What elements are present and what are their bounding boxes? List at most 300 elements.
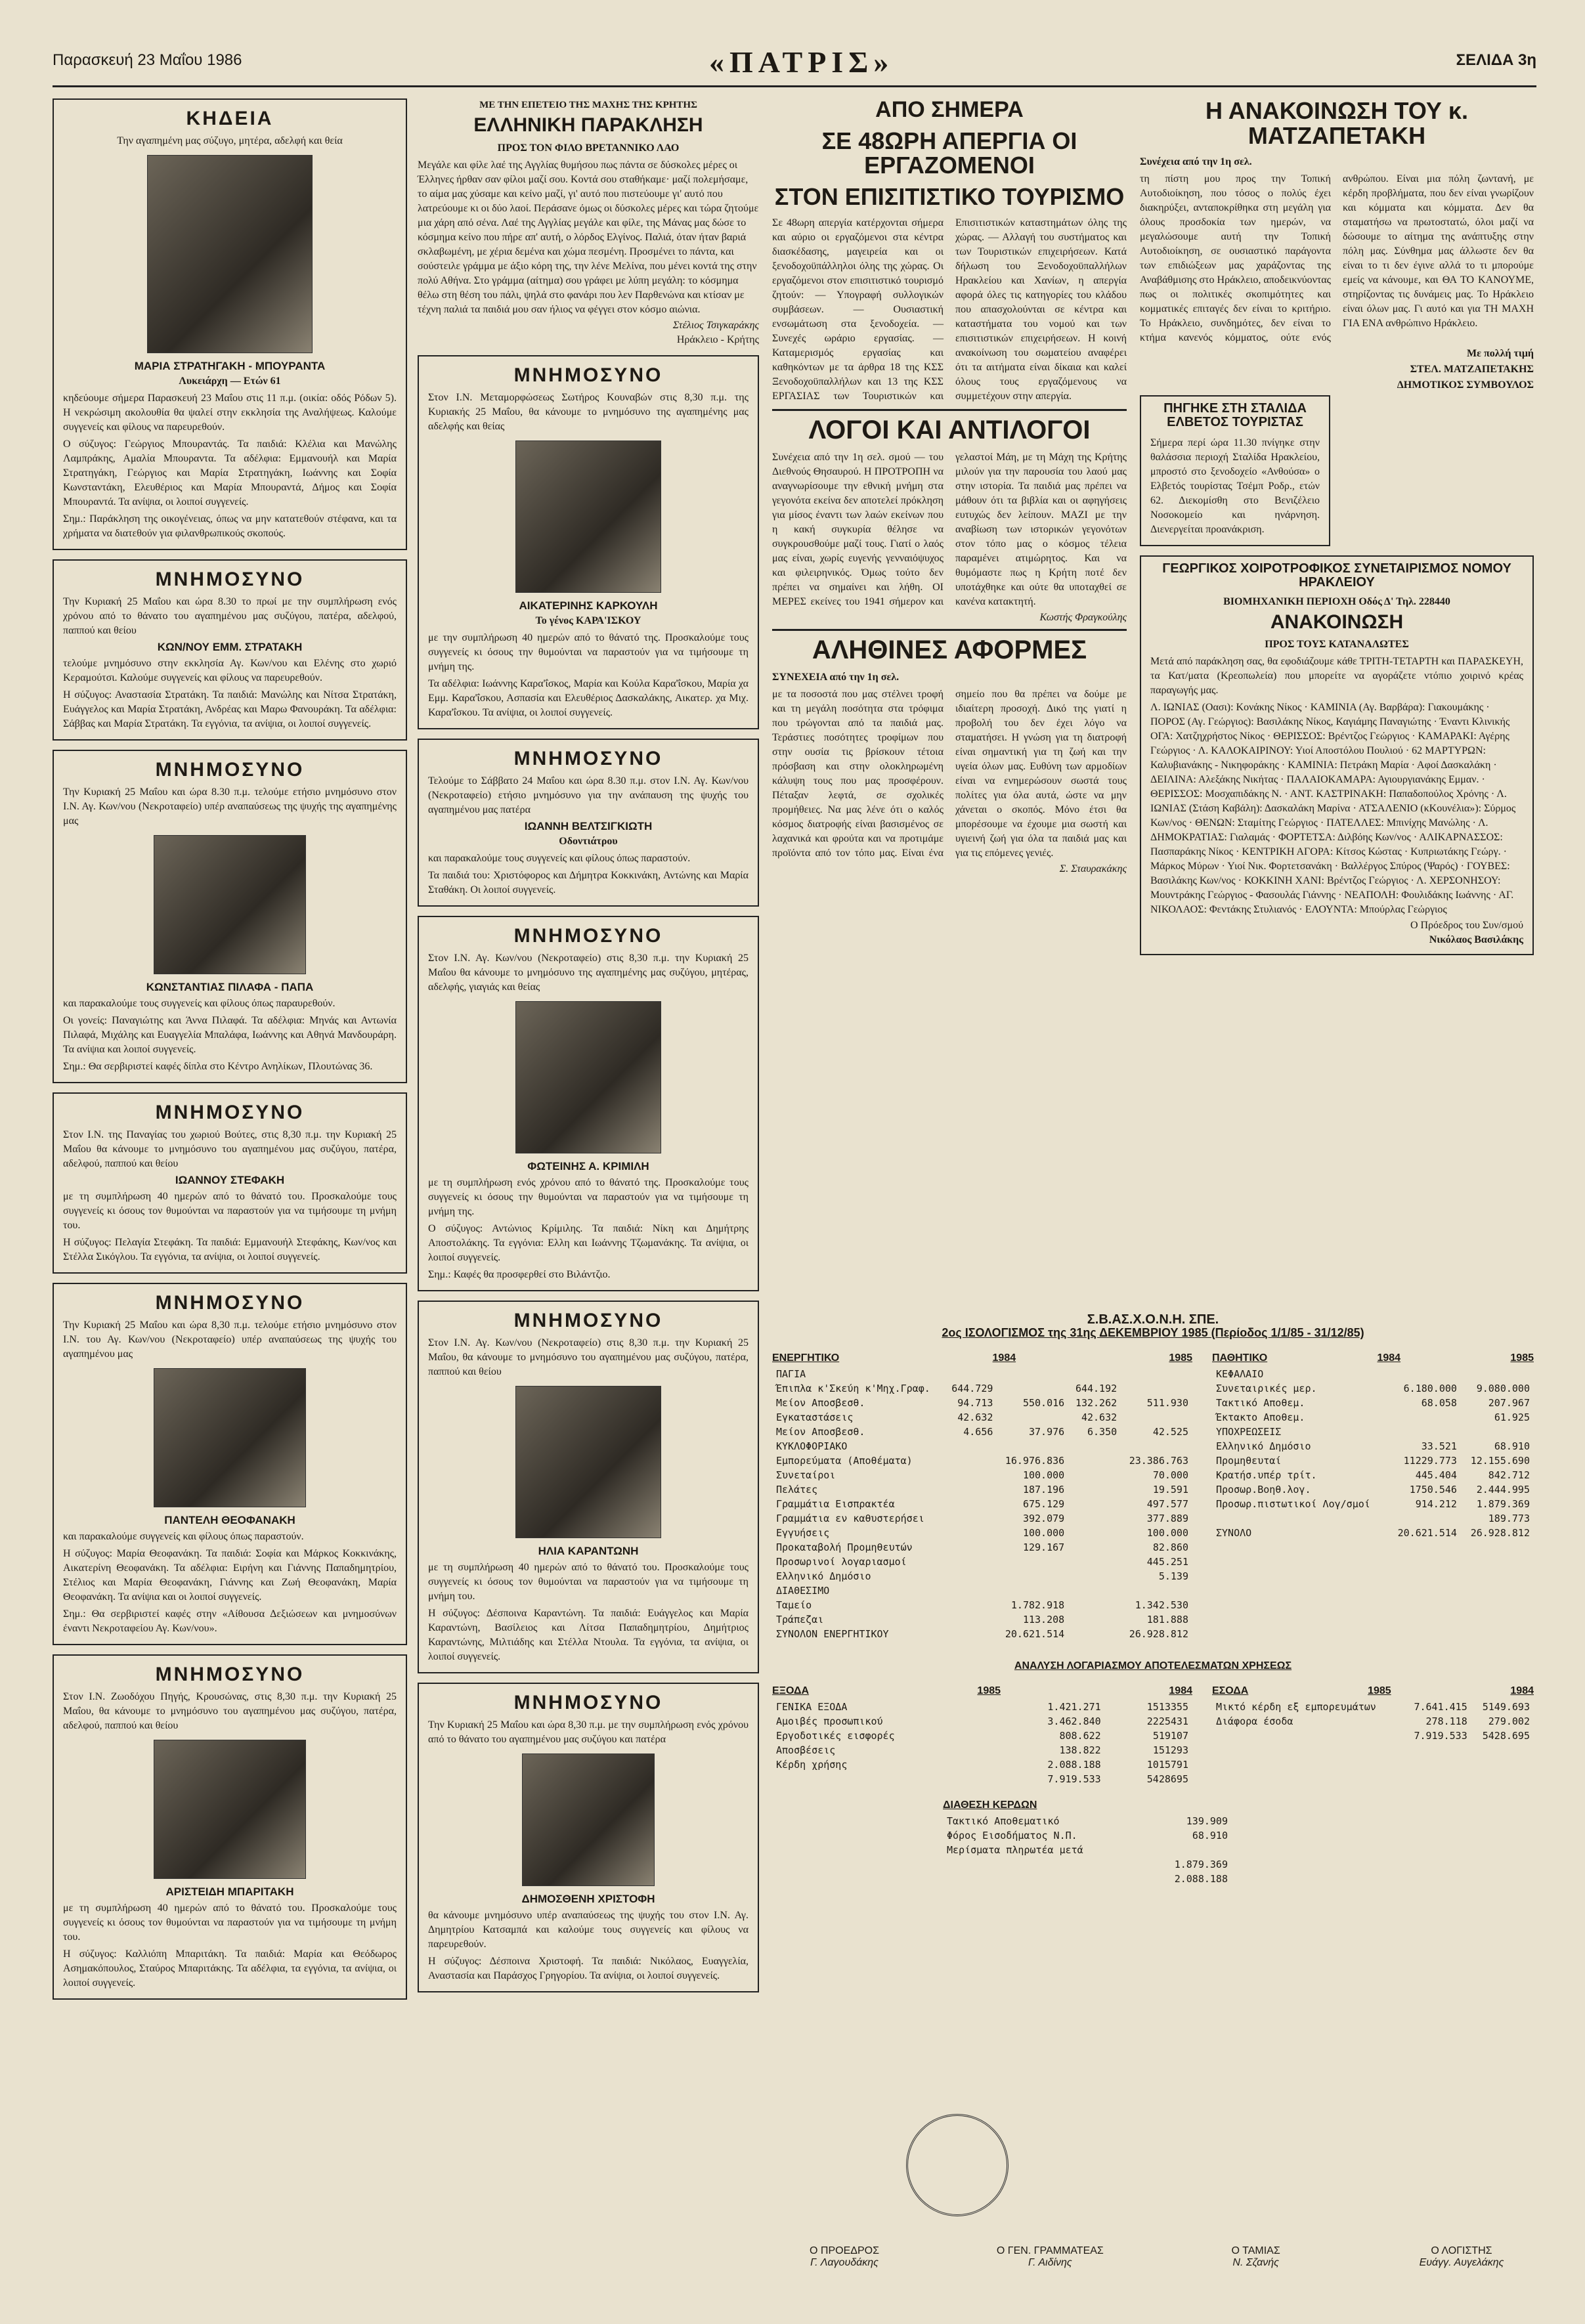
row-value: [1121, 1410, 1192, 1425]
row-label: Αμοιβές προσωπικού: [776, 1715, 883, 1727]
portrait-photo: [515, 1386, 661, 1538]
row-label: Προσωρ.πιστωτικοί Λογ/σμοί: [1216, 1497, 1370, 1510]
row-label: Γραμμάτια Εισπρακτέα: [776, 1497, 895, 1510]
row-value: 132.262: [1075, 1396, 1118, 1409]
deceased-name: ΗΛΙΑ ΚΑΡΑΝΤΩΝΗ: [538, 1544, 639, 1557]
notice-title: ΜΝΗΜΟΣΥΝΟ: [513, 747, 663, 769]
row-value: 42.632: [957, 1411, 993, 1423]
signer: [978, 2245, 1122, 2269]
row-label: Γραμμάτια εν καθυστερήσει: [776, 1512, 924, 1524]
notice-body: και παρακαλούμε τους συγγενείς και φίλους όπως παραυρεθούν.: [63, 998, 336, 1009]
row-label: Προκαταβολή Προμηθευτών: [776, 1541, 913, 1553]
table-row: [772, 1729, 1192, 1743]
table-row: [772, 1497, 1192, 1511]
row-value: 5149.693: [1482, 1700, 1530, 1713]
row-value: 278.118: [1425, 1715, 1467, 1727]
row-value: 842.712: [1488, 1469, 1530, 1481]
year-1985: 1985: [1510, 1352, 1534, 1364]
row-value: [944, 1612, 997, 1627]
announcement-body: Μετά από παράκληση σας, θα εφοδιάζουμε κάθε ΤΡΙΤΗ-ΤΕΤΑΡΤΗ και ΠΑΡΑΣΚΕΥΗ, τα Κατ/ματα (Κρεοπωλεία) που μπορείτε να αγοράζετε ντόπιο χοιρινό κρέας παραγωγής μας.: [1150, 656, 1523, 697]
row-label: Εγγυήσεις: [776, 1526, 830, 1539]
portrait-photo: [522, 1754, 655, 1886]
memorial-notice: [53, 750, 407, 1083]
row-value: 1.782.918: [1010, 1599, 1065, 1611]
row-value: 675.129: [1022, 1497, 1065, 1510]
article-headline: ΠΗΓΗΚΕ ΣΤΗ ΣΤΑΛΙΔΑ ΕΛΒΕΤΟΣ ΤΟΥΡΙΣΤΑΣ: [1163, 400, 1307, 429]
signature-name: ΣΤΕΛ. ΜΑΤΖΑΠΕΤΑΚΗΣ: [1410, 363, 1534, 375]
row-label: ΥΠΟΧΡΕΩΣΕΙΣ: [1216, 1425, 1282, 1438]
news-brief: [1140, 395, 1330, 546]
table-row: [943, 1857, 1232, 1872]
notice-family: Η σύζυγος: Δέσποινα Καραντώνη. Τα παιδιά: Ευάγγελος και Μαρία Καραντώνη, Βασίλειος και Λίτσα Παπαδημητρίου, Δημήτριος Καραντώνης, Μιλτιάδης και Στέλλα Ντουλα. Τα εγγόνια, τα ανίψια, οι λοιποί συγγενείς.: [428, 1607, 749, 1662]
coop-announcement: [1140, 555, 1534, 956]
row-value: [1068, 1453, 1121, 1468]
row-label: [1212, 1729, 1402, 1743]
notice-family: Η σύζυγος: Μαρία Θεοφανάκη. Τα παιδιά: Σοφία και Μάρκος Κοκκινάκης, Αικατερίνη Θεοφανάκη. Τα αδέλφια: Ειρήνη και Γιάννης Παπαδημητρίου, Στέλιος και Μαρία Θεοφανάκη, Γιάννης και Ζωή Θεοφανάκη, Μαρία Θεοφανάκη. Τα ανίψια και οι λοιποί συγγενείς.: [63, 1548, 397, 1603]
notice-family: Τα παιδιά του: Χριστόφορος και Δήμητρα Κοκκινάκη, Αντώνης και Μαρία Σταθάκη. Οι λοιποί συγγενείς.: [428, 869, 749, 895]
row-value: 20.621.514: [1005, 1627, 1065, 1640]
row-value: [1461, 1367, 1534, 1381]
row-label: Τακτικό Αποθεματικό: [947, 1815, 1060, 1827]
column-4: [1140, 98, 1534, 964]
row-value: 392.079: [1022, 1512, 1065, 1524]
row-value: 2.088.188: [1174, 1872, 1228, 1885]
row-label: ΣΥΝΟΛΟ: [1216, 1526, 1252, 1539]
row-value: 100.000: [1022, 1526, 1065, 1539]
table-row: [772, 1381, 1192, 1396]
table-row: [1212, 1729, 1534, 1743]
signer-role: Ο ΓΕΝ. ΓΡΑΜΜΑΤΕΑΣ: [996, 2245, 1104, 2256]
signature-line: Ο Πρόεδρος του Συν/σμού: [1410, 920, 1523, 932]
notice-family: Η σύζυγος: Δέσποινα Χριστοφή. Τα παιδιά: Νικόλαος, Ευαγγελία, Αναστασία και Παράσχος Γρηγορίου. Τα ανίψια, οι λοιποί συγγενείς.: [428, 1955, 749, 1981]
table-row: [772, 1757, 1192, 1772]
notice-intro: Την αγαπημένη μας σύζυγο, μητέρα, αδελφή και θεία: [117, 135, 343, 146]
strike-article: [772, 98, 1127, 404]
table-row: [772, 1410, 1192, 1425]
row-value: 5.139: [1158, 1570, 1188, 1582]
year-1984: 1984: [1377, 1352, 1401, 1364]
table-row: [1212, 1367, 1534, 1381]
row-value: [1068, 1583, 1121, 1598]
table-row: [772, 1526, 1192, 1540]
row-value: [1068, 1612, 1121, 1627]
row-value: [1068, 1468, 1121, 1482]
article-headline: ΣΕ 48ΩΡΗ ΑΠΕΡΓΙΑ ΟΙ ΕΡΓΑΖΟΜΕΝΟΙ: [821, 127, 1077, 179]
notice-body: Την Κυριακή 25 Μαΐου και ώρα 8.30 π.μ. τελούμε ετήσιο μνημόσυνο στον Ι.Ν. Αγ. Κων/νου (Νεκροταφείο) υπέρ αναπαύσεως της ψυχής της αγαπημένης μας: [63, 786, 397, 827]
org-name: ΓΕΩΡΓΙΚΟΣ ΧΟΙΡΟΤΡΟΦΙΚΟΣ ΣΥΝΕΤΑΙΡΙΣΜΟΣ ΝΟΜΟΥ ΗΡΑΚΛΕΙΟΥ: [1162, 561, 1511, 590]
table-row: [1212, 1482, 1534, 1497]
notice-title: ΜΝΗΜΟΣΥΝΟ: [155, 1664, 305, 1685]
portrait-photo: [154, 1368, 306, 1507]
notice-body: τελούμε μνημόσυνο στην εκκλησία Αγ. Κων/νου και Ελένης στο χωριό Κεραμούτσι. Καλούμε συγγενείς και φίλους να παρευρεθούν.: [63, 658, 397, 683]
liabilities-table: [1212, 1367, 1534, 1540]
row-value: 808.622: [1059, 1729, 1101, 1742]
table-row: [772, 1627, 1192, 1641]
notice-family: Η σύζυγος: Αναστασία Στρατάκη. Τα παιδιά: Μανώλης και Νίτσα Στρατάκη, Ευάγγελος και Μαρία Στρατάκη, Ανδρέας και Μαρω Φανουράκη. Τα αδέλφια: Σάββας και Μαρία Στρατάκη. Τα εγγόνια, τα ανίψια, οι λοιποί συγγενείς.: [63, 689, 397, 729]
row-value: [944, 1627, 997, 1641]
notice-body: με τη συμπλήρωση 40 ημερών από το θάνατό του. Προσκαλούμε τους συγγενείς κι όσους τον θυμούνται να παραστούν για να τιμήσουμε τη μνήμη του.: [428, 1561, 749, 1602]
row-label: Έκτακτο Αποθεμ.: [1216, 1411, 1305, 1423]
article-lead: Συνέχεια από την 1η σελ.: [1140, 156, 1252, 167]
table-row: [772, 1468, 1192, 1482]
statement-article: [1140, 98, 1534, 391]
deceased-name: ΙΩΑΝΝΟΥ ΣΤΕΦΑΚΗ: [175, 1174, 285, 1186]
row-value: [1068, 1627, 1121, 1641]
official-stamp: [906, 2114, 1009, 2216]
notice-family: Ο σύζυγος: Γεώργιος Μπουραντάς. Τα παιδιά: Κλέλια και Μανώλης Λαμπράκης, Αμαλία Μπουραντα. Τα αδέλφια: Εμμανουήλ και Μαρία Στρατηγάκη, Γεώργιος και Μαρία Στρατηγάκη, Ιωάννης και Σοφία Κωνσταντάκη, Ελευθέριος και Μαρία Μπουραντά, Δήμος και Σοφία Μπουραντά. Τα ανίψια, οι λοιποί συγγενείς.: [63, 439, 397, 507]
income-section: [1212, 1679, 1534, 1786]
memorial-notice: [53, 1654, 407, 2000]
article-headline: ΑΛΗΘΙΝΕΣ ΑΦΟΡΜΕΣ: [812, 635, 1087, 665]
table-row: [772, 1453, 1192, 1468]
row-value: 23.386.763: [1129, 1454, 1188, 1467]
notice-body: Στον Ι.Ν. Αγ. Κων/νου (Νεκροταφείο) στις 8,30 π.μ. την Κυριακή 25 Μαΐου θα κάνουμε το μνημόσυνο της αγαπημένης μας συζύγου, μητέρας, αδελφής, γιαγιάς και θείας: [428, 952, 749, 993]
memorial-notice: [418, 739, 759, 907]
table-row: [943, 1814, 1232, 1828]
row-label: Προμηθευταί: [1216, 1454, 1282, 1467]
signer-name: Ν. Σζανής: [1232, 2257, 1279, 2268]
org-address: ΒΙΟΜΗΧΑΝΙΚΗ ΠΕΡΙΟΧΗ Οδός Δ' Τηλ. 228440: [1223, 595, 1450, 607]
row-label: ΓΕΝΙΚΑ ΕΞΟΔΑ: [776, 1700, 848, 1713]
row-label: [772, 1772, 996, 1786]
row-label: Συνεταίροι: [776, 1469, 836, 1481]
table-row: [772, 1772, 1192, 1786]
row-value: 129.167: [1022, 1541, 1065, 1553]
row-value: 19.591: [1152, 1483, 1188, 1496]
signature-name: Νικόλαος Βασιλάκης: [1429, 934, 1523, 946]
signer-role: Ο ΛΟΓΙΣΤΗΣ: [1431, 2245, 1492, 2256]
article-subhead: ΠΡΟΣ ΤΟΝ ΦΙΛΟ ΒΡΕΤΑΝΝΙΚΟ ΛΑΟ: [497, 142, 680, 154]
row-value: [1388, 1511, 1461, 1526]
deceased-maiden-name: Το γένος ΚΑΡΑ'ΙΣΚΟΥ: [535, 614, 641, 626]
notice-title: ΚΗΔΕΙΑ: [186, 108, 274, 129]
row-value: 207.967: [1488, 1396, 1530, 1409]
poem-text: Μεγάλε και φίλε λαέ της Αγγλίας θυμήσου πως πάντα σε δύσκολες μέρες οι Έλληνες ήρθαν σαν φίλοι μαζί σου. Κοντά σου σταθήκαμε· μαζί πολεμήσαμε, το αίμα μας χύσαμε και κείνο μαζί, γι' αυτό που πιστεύουμε γι' αυτό που λατρεύουμε κι οι δύο λαοί. Περάσανε όμως οι δύσκολες μέρες και τώρα ζητούμε μια χάρη από σένα. Λαέ της Αγγλίας μεγάλε και φίλε, της Μάνας μας δώσε το κόσμημα κείνο που πήρε απ' αυτή, ο λόρδος Ελγίνος. Παλιά, όταν ήταν βαριά σκλαβωμένη, με χέρια δεμένα και χώμα πεσμένη. Προσμένει το πάντα, και σούστειλε γράμμα με άξιο κόρη της, την λένε Μελίνα, που μένει κοντά της στην πολύ Αθήνα. Στο γράμμα (αίτημα) σου γράφει με λύπη μεγάλη: το κόσμημα θέλω στη θέση του πάλι, ψηλά στο φανάρι που λεν Παρθενώνα και κτίσαν με τέχνη παλιά τα παιδιά μου σαν ήλιος να φέγγει στον κόσμο αιώνια.: [418, 159, 759, 315]
signer-name: Γ. Αιδίνης: [1028, 2257, 1072, 2268]
notice-body: Την Κυριακή 25 Μαΐου και ώρα 8,30 π.μ. τελούμε ετήσιο μνημόσυνο στον Ι.Ν. του Αγ. Κων/νου (Νεκροταφείο) υπέρ αναπαύσεως της ψυχής του αγαπημένου μας: [63, 1320, 397, 1360]
notice-family: Οι γονείς: Παναγιώτης και Άννα Πιλαφά. Τα αδέλφια: Μηνάς και Αντωνία Πιλαφά, Μιχάλης και Ευαγγελία Μπαλάφα, Ιωάννης και Αθηνά Μανδουράρη. Τα ανίψια και λοιποί συγγενείς.: [63, 1015, 397, 1055]
memorial-notice: [53, 1092, 407, 1274]
row-label: Μείον Αποσβεσθ.: [776, 1425, 865, 1438]
row-label: [1212, 1511, 1388, 1526]
row-value: [944, 1439, 997, 1453]
portrait-photo: [147, 155, 313, 353]
article-author: Κωστής Φραγκούλης: [1039, 612, 1127, 624]
row-value: 68.910: [1192, 1829, 1228, 1841]
table-row: [772, 1511, 1192, 1526]
row-value: 2225431: [1146, 1715, 1188, 1727]
row-value: [997, 1367, 1068, 1381]
row-label: Τακτικό Αποθεμ.: [1216, 1396, 1305, 1409]
article-headline: ΛΟΓΟΙ ΚΑΙ ΑΝΤΙΛΟΓΟΙ: [808, 416, 1091, 445]
distribution-title: ΔΙΑΘΕΣΗ ΚΕΡΔΩΝ: [943, 1799, 1037, 1811]
row-value: 100.000: [1146, 1526, 1188, 1539]
notice-body: θα κάνουμε μνημόσυνο υπέρ αναπαύσεως της ψυχής του στον Ι.Ν. Αγ. Δημητρίου Κατσαμπά και καλούμε τους συγγενείς και φίλους να παρευρεθούν.: [428, 1909, 749, 1950]
row-label: [943, 1872, 1146, 1886]
article-author: Στέλιος Τσιγκαράκης: [672, 319, 759, 331]
table-row: [772, 1540, 1192, 1555]
table-row: [772, 1396, 1192, 1410]
row-value: 2.088.188: [1047, 1758, 1101, 1771]
liabilities-section: [1212, 1346, 1534, 1641]
article-body: Σήμερα περί ώρα 11.30 πνίγηκε στην θαλάσσια περιοχή Σταλίδα Ηρακλείου, μπροστό στο ξενοδοχείο «Ανθούσα» ο Ελβετός τουρίστας Τσέμπ Ροδρ., ετών 62. Διεκομίσθη στο Βενιζέλειο Νοσοκομείο και ηνάρνηση. Διενεργείται προανάκριση.: [1150, 437, 1320, 535]
row-label: Προσωρ.Βοηθ.λογ.: [1216, 1483, 1311, 1496]
memorial-notice: [418, 1683, 759, 1992]
row-value: 94.713: [957, 1396, 993, 1409]
article-subhead: ΣΤΟΝ ΕΠΙΣΙΤΙΣΤΙΚΟ ΤΟΥΡΙΣΜΟ: [774, 183, 1125, 211]
row-value: 12.155.690: [1470, 1454, 1530, 1467]
row-label: ΚΕΦΑΛΑΙΟ: [1216, 1367, 1264, 1380]
table-row: [1212, 1497, 1534, 1511]
row-label: ΚΥΚΛΟΦΟΡΙΑΚΟ: [776, 1440, 848, 1452]
expenses-section: [772, 1679, 1192, 1786]
table-row: [1212, 1700, 1534, 1714]
row-value: 61.925: [1494, 1411, 1530, 1423]
notice-body: με τη συμπλήρωση 40 ημερών από το θάνατό του. Προσκαλούμε τους συγγενείς κι όσους τον θυμούνται να παραστούν για να τιμήσουμε τη μνήμη του.: [63, 1903, 397, 1943]
announcement-subtitle: ΠΡΟΣ ΤΟΥΣ ΚΑΤΑΝΑΛΩΤΕΣ: [1265, 639, 1409, 651]
row-value: [944, 1453, 997, 1468]
row-label: Ελληνικό Δημόσιο: [776, 1570, 871, 1582]
income-table: [1212, 1700, 1534, 1743]
row-value: 377.889: [1146, 1512, 1188, 1524]
column-2: [418, 98, 759, 2002]
article-body: Συνέχεια από την 1η σελ. σμού — του Διεθνούς Θησαυρού. Η ΠΡΟΤΡΟΠΗ να αναγνωρίσουμε την εθνική μνήμη στα γεγονότα εκείνα δεν αποτελεί πρόκληση για μίσος έναντι των λαών εκείνων που η κακή συγκυρία θέλησε να συγκρουσθούμε μαζί τους. Γιατί ο λαός μας είναι, χωρίς ευγενής γενναιόψυχος και φιλειρηνικός. Όμως τούτο δεν πρέπει να σημαίνει και λήθη. ΟΙ ΜΕΡΕΣ εκείνες του 1941 σήμερον και γελαστοί Μάη, με τη Μάχη της Κρήτης μιλούν για την παρουσία του λαού μας στην ιστορία. Τα παιδιά μας πρέπει να μάθουν ότι τα βιβλία και οι αφηγήσεις ευτυχώς δεν λείπουν. ΜΑΖΙ με την αναβίωση των ιστορικών γεγονότων στον τόπο μας ο κόσμος τέλεια παραμένει ατιμώρητος. Και να θυμόμαστε πως η Κρήτη ποτέ δεν υποτάχθηκε και ούτε θα υποταχθεί σε κανένα κατακτητή.: [772, 452, 1127, 608]
portrait-photo: [515, 1001, 661, 1153]
article-body: με τα ποσοστά που μας στέλνει τροφή και τη μεγάλη ποσότητα στα τρόφιμα που τρώγονται από τα παιδιά μας. Τεράστιες ποσότητες τροφίμων που στην ουσία τις βρίσκουν τέτοια πρόσβαση και στην ολοκληρωμένη κάλυψη τους που μας προσφέρουν. Πέταξαν λεφτά, σε σχολικές προμήθειες. Να μας λένε ότι ο καλός κόσμος διατροφής είναι βασισμένος σε λαχανικά και φρούτα και να προτιμάμε προϊόντα από τον τόπο μας. Είναι ένα σημείο που θα πρέπει να δούμε με ιδιαίτερη προσοχή. Δικό της γιατί η προβολή του δεν έχει λόγο να σταματήσει. Η γνώση για τη διατροφή είναι σημαντική για τη ζωή και την υγεία όλων μας. Ευθύνη των αρμοδίων είναι να ενημερώσουν σωστά τους πολίτες για όλα αυτά, ώστε να μην χάνεται ο σκοπός. Μόνο έτσι θα μπορέσουμε να έχουμε μια σωστή και υγιεινή ζωή για όλα τα παιδιά μας και για τις επόμενες γενιές.: [772, 689, 1127, 859]
row-label: Μείον Αποσβεσθ.: [776, 1396, 865, 1409]
notice-body: με τη συμπλήρωση ενός χρόνου από το θάνατό της. Προσκαλούμε τους συγγενείς κι όσους την θυμούνται να παραστούν για να τιμήσουμε τη μνήμη της.: [428, 1176, 749, 1217]
article-headline: ΕΛΛΗΝΙΚΗ ΠΑΡΑΚΛΗΣΗ: [473, 114, 703, 136]
distribution-table: [943, 1814, 1232, 1886]
table-row: [943, 1872, 1232, 1886]
row-value: [1068, 1598, 1121, 1612]
notice-body: με την συμπλήρωση 40 ημερών από το θάνατό της. Προσκαλούμε τους συγγενείς κι όσους την θυμούνται να παραστούν για να τιμήσουμε τη μνήμη της.: [428, 632, 749, 672]
row-value: 1.879.369: [1174, 1858, 1228, 1870]
row-label: Μερίσματα πληρωτέα μετά: [947, 1843, 1083, 1856]
results-title: ΑΝΑΛΥΣΗ ΛΟΓΑΡΙΑΣΜΟΥ ΑΠΟΤΕΛΕΣΜΑΤΩΝ ΧΡΗΣΕΩΣ: [1014, 1660, 1292, 1671]
income-title: ΕΣΟΔΑ: [1212, 1685, 1249, 1696]
row-label: ΣΥΝΟΛΟΝ ΕΝΕΡΓΗΤΙΚΟΥ: [776, 1627, 889, 1640]
row-value: 644.729: [951, 1382, 993, 1394]
table-row: [1212, 1714, 1534, 1729]
row-value: 26.928.812: [1129, 1627, 1188, 1640]
row-value: 3.462.840: [1047, 1715, 1101, 1727]
signer-name: Γ. Λαγουδάκης: [810, 2257, 879, 2268]
memorial-notice: [418, 355, 759, 729]
row-value: 113.208: [1022, 1613, 1065, 1625]
row-value: 187.196: [1022, 1483, 1065, 1496]
row-label: Κέρδη χρήσης: [776, 1758, 848, 1771]
liabilities-title: ΠΑΘΗΤΙΚΟ: [1212, 1352, 1268, 1364]
notice-body: με τη συμπλήρωση 40 ημερών από το θάνατό του. Προσκαλούμε τους συγγενείς κι όσους τον θυμούνται να παραστούν για να τιμήσουμε τη μνήμη του.: [63, 1191, 397, 1231]
table-row: [772, 1583, 1192, 1598]
row-value: 26.928.812: [1470, 1526, 1530, 1539]
row-label: ΠΑΓΙΑ: [776, 1367, 806, 1380]
row-value: [1068, 1497, 1121, 1511]
signer: [1184, 2245, 1328, 2269]
row-value: 181.888: [1146, 1613, 1188, 1625]
deceased-name: ΚΩΝ/ΝΟΥ ΕΜΜ. ΣΤΡΑΤΑΚΗ: [157, 641, 303, 653]
row-value: [997, 1410, 1068, 1425]
table-row: [943, 1843, 1232, 1857]
notice-body: και παρακαλούμε συγγενείς και φίλους όπως παραστούν.: [63, 1531, 304, 1542]
row-label: Εγκαταστάσεις: [776, 1411, 854, 1423]
row-value: 100.000: [1022, 1469, 1065, 1481]
notice-note: Σημ.: Θα σερβιριστεί καφές δίπλα στο Κέντρο Ανηλίκων, Πλουτώνας 36.: [63, 1061, 373, 1072]
row-label: ΔΙΑΘΕΣΙΜΟ: [776, 1584, 830, 1597]
deceased-name: ΠΑΝΤΕΛΗ ΘΕΟΦΑΝΑΚΗ: [164, 1514, 295, 1526]
year-1984: 1984: [1510, 1685, 1534, 1696]
row-value: 9.080.000: [1476, 1382, 1530, 1394]
year-1984: 1984: [992, 1352, 1016, 1364]
row-value: 279.002: [1488, 1715, 1530, 1727]
row-label: Ταμείο: [776, 1599, 812, 1611]
row-value: [1068, 1482, 1121, 1497]
row-value: [944, 1598, 997, 1612]
article-place: Ηράκλειο - Κρήτης: [676, 334, 759, 345]
row-value: [1068, 1540, 1121, 1555]
row-value: [997, 1381, 1068, 1396]
expenses-table: [772, 1700, 1192, 1786]
article-headline: Η ΑΝΑΚΟΙΝΩΣΗ ΤΟΥ κ. ΜΑΤΖΑΠΕΤΑΚΗ: [1205, 97, 1468, 149]
row-label: Ελληνικό Δημόσιο: [1216, 1440, 1311, 1452]
table-row: [772, 1367, 1192, 1381]
assets-table: [772, 1367, 1192, 1641]
row-label: Εργοδοτικές εισφορές: [776, 1729, 895, 1742]
notice-title: ΜΝΗΜΟΣΥΝΟ: [513, 364, 663, 386]
deceased-name: ΜΑΡΙΑ ΣΤΡΑΤΗΓΑΚΗ - ΜΠΟΥΡΑΝΤΑ: [134, 360, 326, 372]
notice-note: Σημ.: Καφές θα προσφερθεί στο Βιλάντζιο.: [428, 1268, 611, 1280]
table-row: [943, 1828, 1232, 1843]
row-value: [1068, 1367, 1121, 1381]
notice-title: ΜΝΗΜΟΣΥΝΟ: [155, 759, 305, 781]
company-name: Σ.Β.ΑΣ.Χ.Ο.Ν.Η. ΣΠΕ.: [1087, 1312, 1219, 1327]
row-value: 1.421.271: [1047, 1700, 1101, 1713]
row-label: Έπιπλα κ'Σκεύη κ'Μηχ.Γραφ.: [776, 1382, 930, 1394]
row-label: Προσωρινοί λογαριασμοί: [776, 1555, 907, 1568]
article-body: τη πίστη μου προς την Τοπική Αυτοδιοίκηση, που τόσος ο πολύς έχει διακηρύξει, ανταποκρίθηκα στη μεγάλη για όλους προσδοκία των ημερών, να μεγαλώσουμε αυτή την Τοπική Αυτοδιοίκηση, σε ουσιαστικό παράγοντα των επιδιώξεων μας χαράζοντας της Αναβάθμισης στο Ηράκλειο, αποδεικνύοντας πως οι πολιτικές σκοπιμότητες και κομματικές επιταγές δεν είναι το κριτήριο. Το Ηράκλειο, συνδημότες, δεν είναι το κτήμα κανενός κόμματος, ούτε ενός ανθρώπου. Είναι μια πόλη ζωντανή, με κέρδη προβλήματα, που δεν είναι γνωρίζουν και κόμματα και κόμματα. Δεν θα σταματήσω να πρωτοστατώ, όλοι μαζί να δώσουμε το αίτημα της ανάπτυξης στην πόλη μας. Σύνθημα μας άλλωστε δεν θα είναι το τι δεν έγινε αλλά το τι μπορούμε εμείς να κάνουμε, και ΘΑ ΤΟ ΚΑΝΟΥΜΕ, στηρίζοντας τις δυνάμεις μας. Το Ηράκλειο είναι όλων μας. Γι αυτό και για ΤΗ ΜΑΧΗ ΓΙΑ ΕΝΑ ανθρώπινο Ηράκλειο.: [1140, 173, 1534, 343]
row-value: 445.404: [1415, 1469, 1457, 1481]
row-value: 82.860: [1152, 1541, 1188, 1553]
notice-body: Στον Ι.Ν. Μεταμορφώσεως Σωτήρος Κουναβών στις 8,30 π.μ. της Κυριακής 25 Μαΐου, θα κάνουμε το μνημόσυνο της αγαπημένης μας αδελφής και θείας: [428, 391, 749, 432]
row-value: 20.621.514: [1397, 1526, 1457, 1539]
row-value: [1068, 1569, 1121, 1583]
row-value: 1513355: [1146, 1700, 1188, 1713]
row-label: Μικτό κέρδη εξ εμπορευμάτων: [1216, 1700, 1376, 1713]
row-label: Συνεταιρικές μερ.: [1216, 1382, 1317, 1394]
year-1985: 1985: [1368, 1685, 1391, 1696]
row-value: 68.910: [1494, 1440, 1530, 1452]
row-value: 5428695: [1146, 1773, 1188, 1785]
notice-family: Η σύζυγος: Καλλιόπη Μπαριτάκη. Τα παιδιά: Μαρία και Θεόδωρος Ασημακόπουλος, Σταύρος Μπαριτάκης. Τα αδέλφια, τα εγγόνια, τα ανίψια, οι λοιποί συγγενείς.: [63, 1948, 397, 1989]
row-value: 37.976: [1029, 1425, 1065, 1438]
row-value: 1015791: [1146, 1758, 1188, 1771]
row-value: 445.251: [1146, 1555, 1188, 1568]
row-value: [944, 1583, 997, 1598]
memorial-notice: [53, 559, 407, 741]
row-value: [1121, 1583, 1192, 1598]
notice-family: Τα αδέλφια: Ιωάννης Καρα'ΐσκος, Μαρία και Κούλα Καρα'ΐσκου, Μαρία χα Εμμ. Καρα'ΐσκου, Ασπασία και Ελευθέριος Δασκαλάκης, Αικατερ. χα Μιχ. Καρα'ΐσκου. Τα ανίψια, οι λοιποί συγγενείς.: [428, 678, 749, 718]
row-value: [1388, 1425, 1461, 1439]
deceased-name: ΦΩΤΕΙΝΗΣ Α. ΚΡΙΜΙΛΗ: [527, 1159, 649, 1173]
row-value: 138.822: [1059, 1744, 1101, 1756]
article-kicker: ΜΕ ΤΗΝ ΕΠΕΤΕΙΟ ΤΗΣ ΜΑΧΗΣ ΤΗΣ ΚΡΗΤΗΣ: [479, 100, 697, 110]
table-row: [772, 1612, 1192, 1627]
expenses-title: ΕΞΟΔΑ: [772, 1685, 810, 1696]
signature-line: Με πολλή τιμή: [1467, 347, 1534, 359]
row-value: 151293: [1152, 1744, 1188, 1756]
row-value: 5428.695: [1482, 1729, 1530, 1742]
signers-row: [772, 2245, 1534, 2269]
butcher-list: Λ. ΙΩΝΙΑΣ (Οασι): Κονάκης Νίκος · ΚΑΜΙΝΙΑ (Αγ. Βαρβάρα): Γιακουμάκης · ΠΟΡΟΣ (Αγ. Γεώργιος): Βασιλάκης Νίκος, Καγιάμης Παναγιώτης · Έναντι Κλινικής ΟΓΑ: Χατζηχρήστος Νίκος · ΘΕΡΙΣΣΟΣ: Βρέντζος Γεώργιος · ΚΑΜΑΡΑΚΙ: Αγέρης Γεώργιος · Λ. ΚΑΛΟΚΑΙΡΙΝΟΥ: Υιοί Αποστόλου Πουλιού · 62 ΜΑΡΤΥΡΩΝ: Καλυβιανάκης - Νικηφοράκης · ΚΑΜΙΝΙΑ: Πετράκη Μαρία · Αφοί Δασκαλάκη · ΔΕΙΛΙΝΑ: Αλεξάκης Νικήτας · ΠΑΛΑΙΟΚΑΜΑΡΑ: Αγιουργιανάκης Εμμαν. · ΘΕΡΙΣΣΟΣ: Μοσχαπιδάκης Ν. · ΑΝΤ. ΚΑΣΤΡΙΝΑΚΗ: Παπαδοπούλος Χρόνης · Λ. ΙΩΝΙΑΣ (Στάση Καβάλη): Δασκαλάκη Μαρίνα · ΑΤΣΑΛΕΝΙΟ (κΚουνέλια»): Σύρμος Κων/νος · ΘΕΝΩΝ: Σταμίτης Γεώργιος · ΠΑΤΕΛΛΕΣ: Μπινίχης Μανώλης · Λ. ΔΗΜΟΚΡΑΤΙΑΣ: Γιαλαμάς · ΦΟΡΤΕΤΣΑ: Διλβόης Κων/νος · ΑΛΙΚΑΡΝΑΣΣΟΣ: Πασπαράκης Νίκος · ΚΕΝΤΡΙΚΗ ΑΓΟΡΑ: Κίτσος Κώστας · Κυπριωτάκης Γεώργ. · Μάρκος Μύρων · Υιοί Νικ. Φορτετσανάκη · Βαλλέργος Σπύρος (Ψαρός) · ΓΟΥΒΕΣ: Βασιλάκης Κων/νος · ΚΟΚΚΙΝΗ ΧΑΝΙ: Βρέντζος Γεώργιος · Λ. ΧΕΡΣΟΝΗΣΟΥ: Μουντράκης Γεώργιος - Φασουλάς Γιάννης · ΝΕΑΠΟΛΗ: Φουλιδάκης Ιωάννης · ΑΓ. ΝΙΚΟΛΑΟΣ: Φεντάκης Στυλιανός · ΕΛΟΥΝΤΑ: Μπούρλας Γεώργιος: [1150, 702, 1516, 916]
table-row: [772, 1598, 1192, 1612]
notice-body: κηδεύουμε σήμερα Παρασκευή 23 Μαΐου στις 11 π.μ. (οικία: οδός Ρόδων 5). Η νεκρώσιμη ακολουθία θα ψαλεί στην εκκλησία της Αναλήψεως. Καλούμε συγγενείς και φίλους να παρευρεθούν.: [63, 393, 397, 433]
table-row: [772, 1700, 1192, 1714]
deceased-name: ΑΙΚΑΤΕΡΙΝΗΣ ΚΑΡΚΟΥΛΗ: [519, 599, 658, 612]
row-value: 1750.546: [1409, 1483, 1457, 1496]
deceased-title: Οδοντιάτρου: [559, 835, 618, 847]
announcement-title: ΑΝΑΚΟΙΝΩΣΗ: [1270, 611, 1404, 633]
row-value: 33.521: [1421, 1440, 1457, 1452]
row-value: [1068, 1439, 1121, 1453]
notice-title: ΜΝΗΜΟΣΥΝΟ: [155, 1292, 305, 1314]
table-row: [772, 1714, 1192, 1729]
row-value: [1068, 1555, 1121, 1569]
table-row: [772, 1439, 1192, 1453]
row-value: [1068, 1511, 1121, 1526]
notice-body: Στον Ι.Ν. της Παναγίας του χωριού Βούτες, στις 8,30 π.μ. την Κυριακή 25 Μαΐου θα κάνουμε το μνημόσυνο του αγαπημένου μας συζύγου, πατέρα, αδελφού, παππού και θείου: [63, 1129, 397, 1169]
table-row: [772, 1425, 1192, 1439]
deceased-name: ΔΗΜΟΣΘΕΝΗ ΧΡΙΣΤΟΦΗ: [521, 1892, 655, 1905]
year-1984: 1984: [1169, 1685, 1192, 1696]
row-value: [944, 1555, 997, 1569]
table-row: [1212, 1425, 1534, 1439]
table-row: [1212, 1526, 1534, 1540]
notice-note: Σημ.: Παράκληση της οικογένειας, όπως να μην κατατεθούν στέφανα, και τα χρήματα να διατεθούν για φιλανθρωπικούς σκοπούς.: [63, 513, 397, 539]
notice-body: Την Κυριακή 25 Μαΐου και ώρα 8,30 π.μ. με την συμπλήρωση ενός χρόνου από το θάνατο του αγαπημένου μας συζύγου και πατέρα: [428, 1719, 749, 1745]
row-value: [944, 1526, 997, 1540]
signature-title: ΔΗΜΟΤΙΚΟΣ ΣΥΜΒΟΥΛΟΣ: [1397, 379, 1534, 391]
row-value: [997, 1583, 1068, 1598]
row-value: 6.350: [1087, 1425, 1118, 1438]
masthead: [53, 39, 1536, 87]
signer-role: Ο ΠΡΟΕΔΡΟΣ: [810, 2245, 879, 2256]
newspaper-title: «ΠΑΤΡΙΣ»: [709, 45, 894, 79]
row-value: [1121, 1439, 1192, 1453]
row-value: 42.632: [1081, 1411, 1118, 1423]
table-row: [1212, 1511, 1534, 1526]
article-lead: ΣΥΝΕΧΕΙΑ από την 1η σελ.: [772, 672, 900, 683]
row-value: [1461, 1425, 1534, 1439]
row-value: [944, 1468, 997, 1482]
row-label: Διάφορα έσοδα: [1216, 1715, 1293, 1727]
article-body: Σε 48ωρη απεργία κατέρχονται σήμερα και αύριο οι εργαζόμενοι στα κέντρα διασκέδασης, μαγειρεία και οι ξενοδοχοϋπάλληλοι όλης της χώρας. Οι εργαζόμενοι στον επισιτιστικό τουρισμό ζητούν: — Υπογραφή συλλογικών συμβάσεων. — Ουσιαστική ενσωμάτωση στα ξενοδοχεία. — Συνεχές ωράριο εργασίας. — Καταμερισμός εργασίας και καθηκόντων με τα άρθρα 18 της ΚΣΣ Ξενοδοχοϋπαλλήλων και 13 της ΚΣΣ ΕΡΓΑΣΙΑΣ των Τουριστικών και Επισιτιστικών καταστημάτων όλης της χώρας. — Αλλαγή του συστήματος και των Τουριστικών επιχειρήσεων. Κατά δήλωση του Ξενοδοχοϋπαλλήλων Ηρακλείου και Χανίων, η απεργία αφορά όλες τις κατηγορίες του κλάδου που απασχολούνται σε κέντρα και καταστήματα του νομού και των επισιτιστικών επιχειρήσεων. Η κοινή ανακοίνωση του σωματείου αναφέρει ότι τα αιτήματα είναι δίκαια και καλεί όλους τους εργαζόμενους να συμμετέχουν στην απεργία.: [772, 217, 1127, 402]
row-value: [1068, 1526, 1121, 1540]
opinion-article: [772, 416, 1127, 624]
row-value: 7.919.533: [1414, 1729, 1467, 1742]
row-value: [1121, 1367, 1192, 1381]
row-value: 70.000: [1152, 1469, 1188, 1481]
row-value: 7.919.533: [1047, 1773, 1101, 1785]
row-value: 1.879.369: [1476, 1497, 1530, 1510]
year-1985: 1985: [1169, 1352, 1192, 1364]
memorial-notice: [418, 1301, 759, 1673]
row-value: [1121, 1381, 1192, 1396]
issue-date: Παρασκευή 23 Μαΐου 1986: [53, 51, 242, 69]
row-label: Φόρος Εισοδήματος Ν.Π.: [947, 1829, 1077, 1841]
row-value: 497.577: [1146, 1497, 1188, 1510]
deceased-name: ΙΩΑΝΝΗ ΒΕΛΤΣΙΓΚΙΩΤΗ: [524, 819, 653, 832]
